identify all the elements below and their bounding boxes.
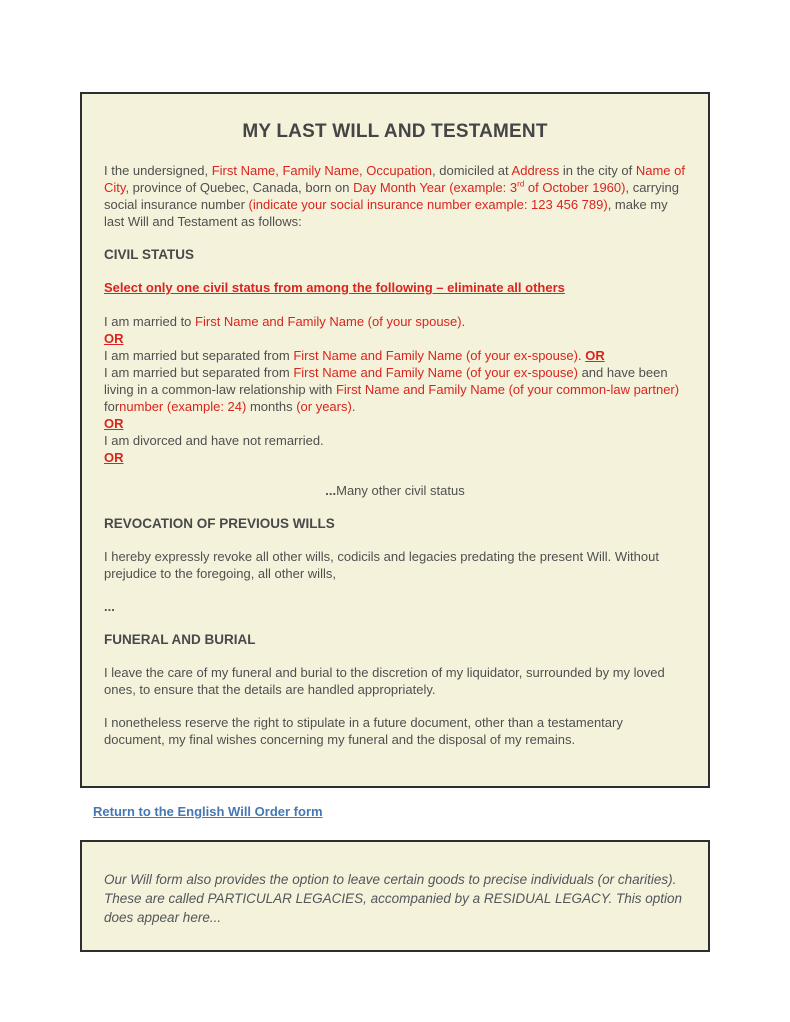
- text-span: , make my last Will and Testament as follows:: [104, 197, 668, 229]
- text-span: Address: [511, 163, 560, 178]
- text-span: , province of Quebec, Canada, born on: [125, 180, 354, 195]
- or-separator-2: [104, 415, 686, 432]
- or-separator-3: [104, 449, 686, 466]
- intro-paragraph: [104, 162, 686, 230]
- text-span: ...: [104, 599, 115, 614]
- text-span: Select only one civil status from among the following – eliminate all others: [104, 280, 565, 295]
- text-span: Name of City: [104, 163, 685, 195]
- text-span: and have been living in a common-law relationship with: [104, 365, 668, 397]
- text-span: Day Month Year (example: 3: [353, 180, 518, 195]
- text-span: I leave the care of my funeral and burial to the discretion of my liquidator, surrounded by my loved ones, to ensure that the details are handled appropriately.: [104, 665, 665, 697]
- return-to-order-form-link[interactable]: Return to the English Will Order form: [93, 804, 323, 819]
- text-span: I the undersigned,: [104, 163, 212, 178]
- married-option: [104, 313, 686, 330]
- text-span: rd: [517, 179, 525, 189]
- text-span: I am married but separated from: [104, 348, 294, 363]
- or-separator-1: [104, 330, 686, 347]
- text-span: ...: [325, 483, 337, 498]
- will-document-box: [80, 92, 710, 788]
- text-span: , domiciled at: [432, 163, 512, 178]
- document-title: MY LAST WILL AND TESTAMENT: [242, 121, 548, 142]
- text-span: months: [246, 399, 297, 414]
- text-span: Many other civil status: [336, 483, 465, 498]
- funeral-paragraph-1: [104, 664, 686, 698]
- text-span: First Name and Family Name (of your ex-spouse): [293, 348, 578, 363]
- text-span: FUNERAL AND BURIAL: [104, 632, 256, 647]
- text-span: .: [577, 348, 586, 363]
- text-span: First Name and Family Name (of your spouse): [195, 314, 462, 329]
- text-span: (or years).: [296, 399, 356, 414]
- text-span: First Name, Family Name, Occupation: [211, 163, 433, 178]
- separated-option: [104, 347, 686, 364]
- funeral-paragraph-2: [104, 714, 686, 748]
- civil-status-heading: [104, 246, 686, 263]
- text-span: I hereby expressly revoke all other wills, codicils and legacies predating the present Will. Without prejudice to the foregoing, all other wills,: [104, 549, 659, 581]
- note-box: [80, 840, 710, 952]
- divorced-option: [104, 432, 686, 449]
- text-span: OR: [104, 331, 124, 346]
- text-span: REVOCATION OF PREVIOUS WILLS: [104, 516, 335, 531]
- document-body: [104, 162, 686, 748]
- text-span: CIVIL STATUS: [104, 247, 195, 262]
- text-span: I am married to: [104, 314, 196, 329]
- select-instruction: [104, 279, 686, 296]
- note-text: Our Will form also provides the option to leave certain goods to precise individuals (or charities). These are called PARTICULAR LEGACIES, accompanied by a RESIDUAL LEGACY. This option does appear here...: [104, 872, 683, 925]
- text-span: number (example: 24): [119, 399, 247, 414]
- text-span: OR: [104, 416, 124, 431]
- text-span: in the city of: [559, 163, 636, 178]
- funeral-heading: [104, 631, 686, 648]
- text-span: , carrying social insurance number: [104, 180, 679, 212]
- many-other-note: [104, 482, 686, 499]
- separated-commonlaw-option: [104, 364, 686, 415]
- text-span: OR: [585, 348, 605, 363]
- text-span: First Name and Family Name (of your ex-spouse): [293, 365, 578, 380]
- text-span: for: [104, 399, 120, 414]
- text-span: I am married but separated from: [104, 365, 294, 380]
- text-span: First Name and Family Name (of your common-law partner): [335, 382, 680, 397]
- text-span: I am divorced and have not remarried.: [104, 433, 324, 448]
- text-span: (indicate your social insurance number example: 123 456 789): [248, 197, 608, 212]
- revocation-heading: [104, 515, 686, 532]
- ellipsis-line: [104, 598, 686, 615]
- revocation-paragraph: [104, 548, 686, 582]
- text-span: OR: [104, 450, 124, 465]
- text-span: I nonetheless reserve the right to stipulate in a future document, other than a testamentary document, my final wishes concerning my funeral and the disposal of my remains.: [104, 715, 623, 747]
- text-span: .: [461, 314, 466, 329]
- text-span: of October 1960): [524, 180, 626, 195]
